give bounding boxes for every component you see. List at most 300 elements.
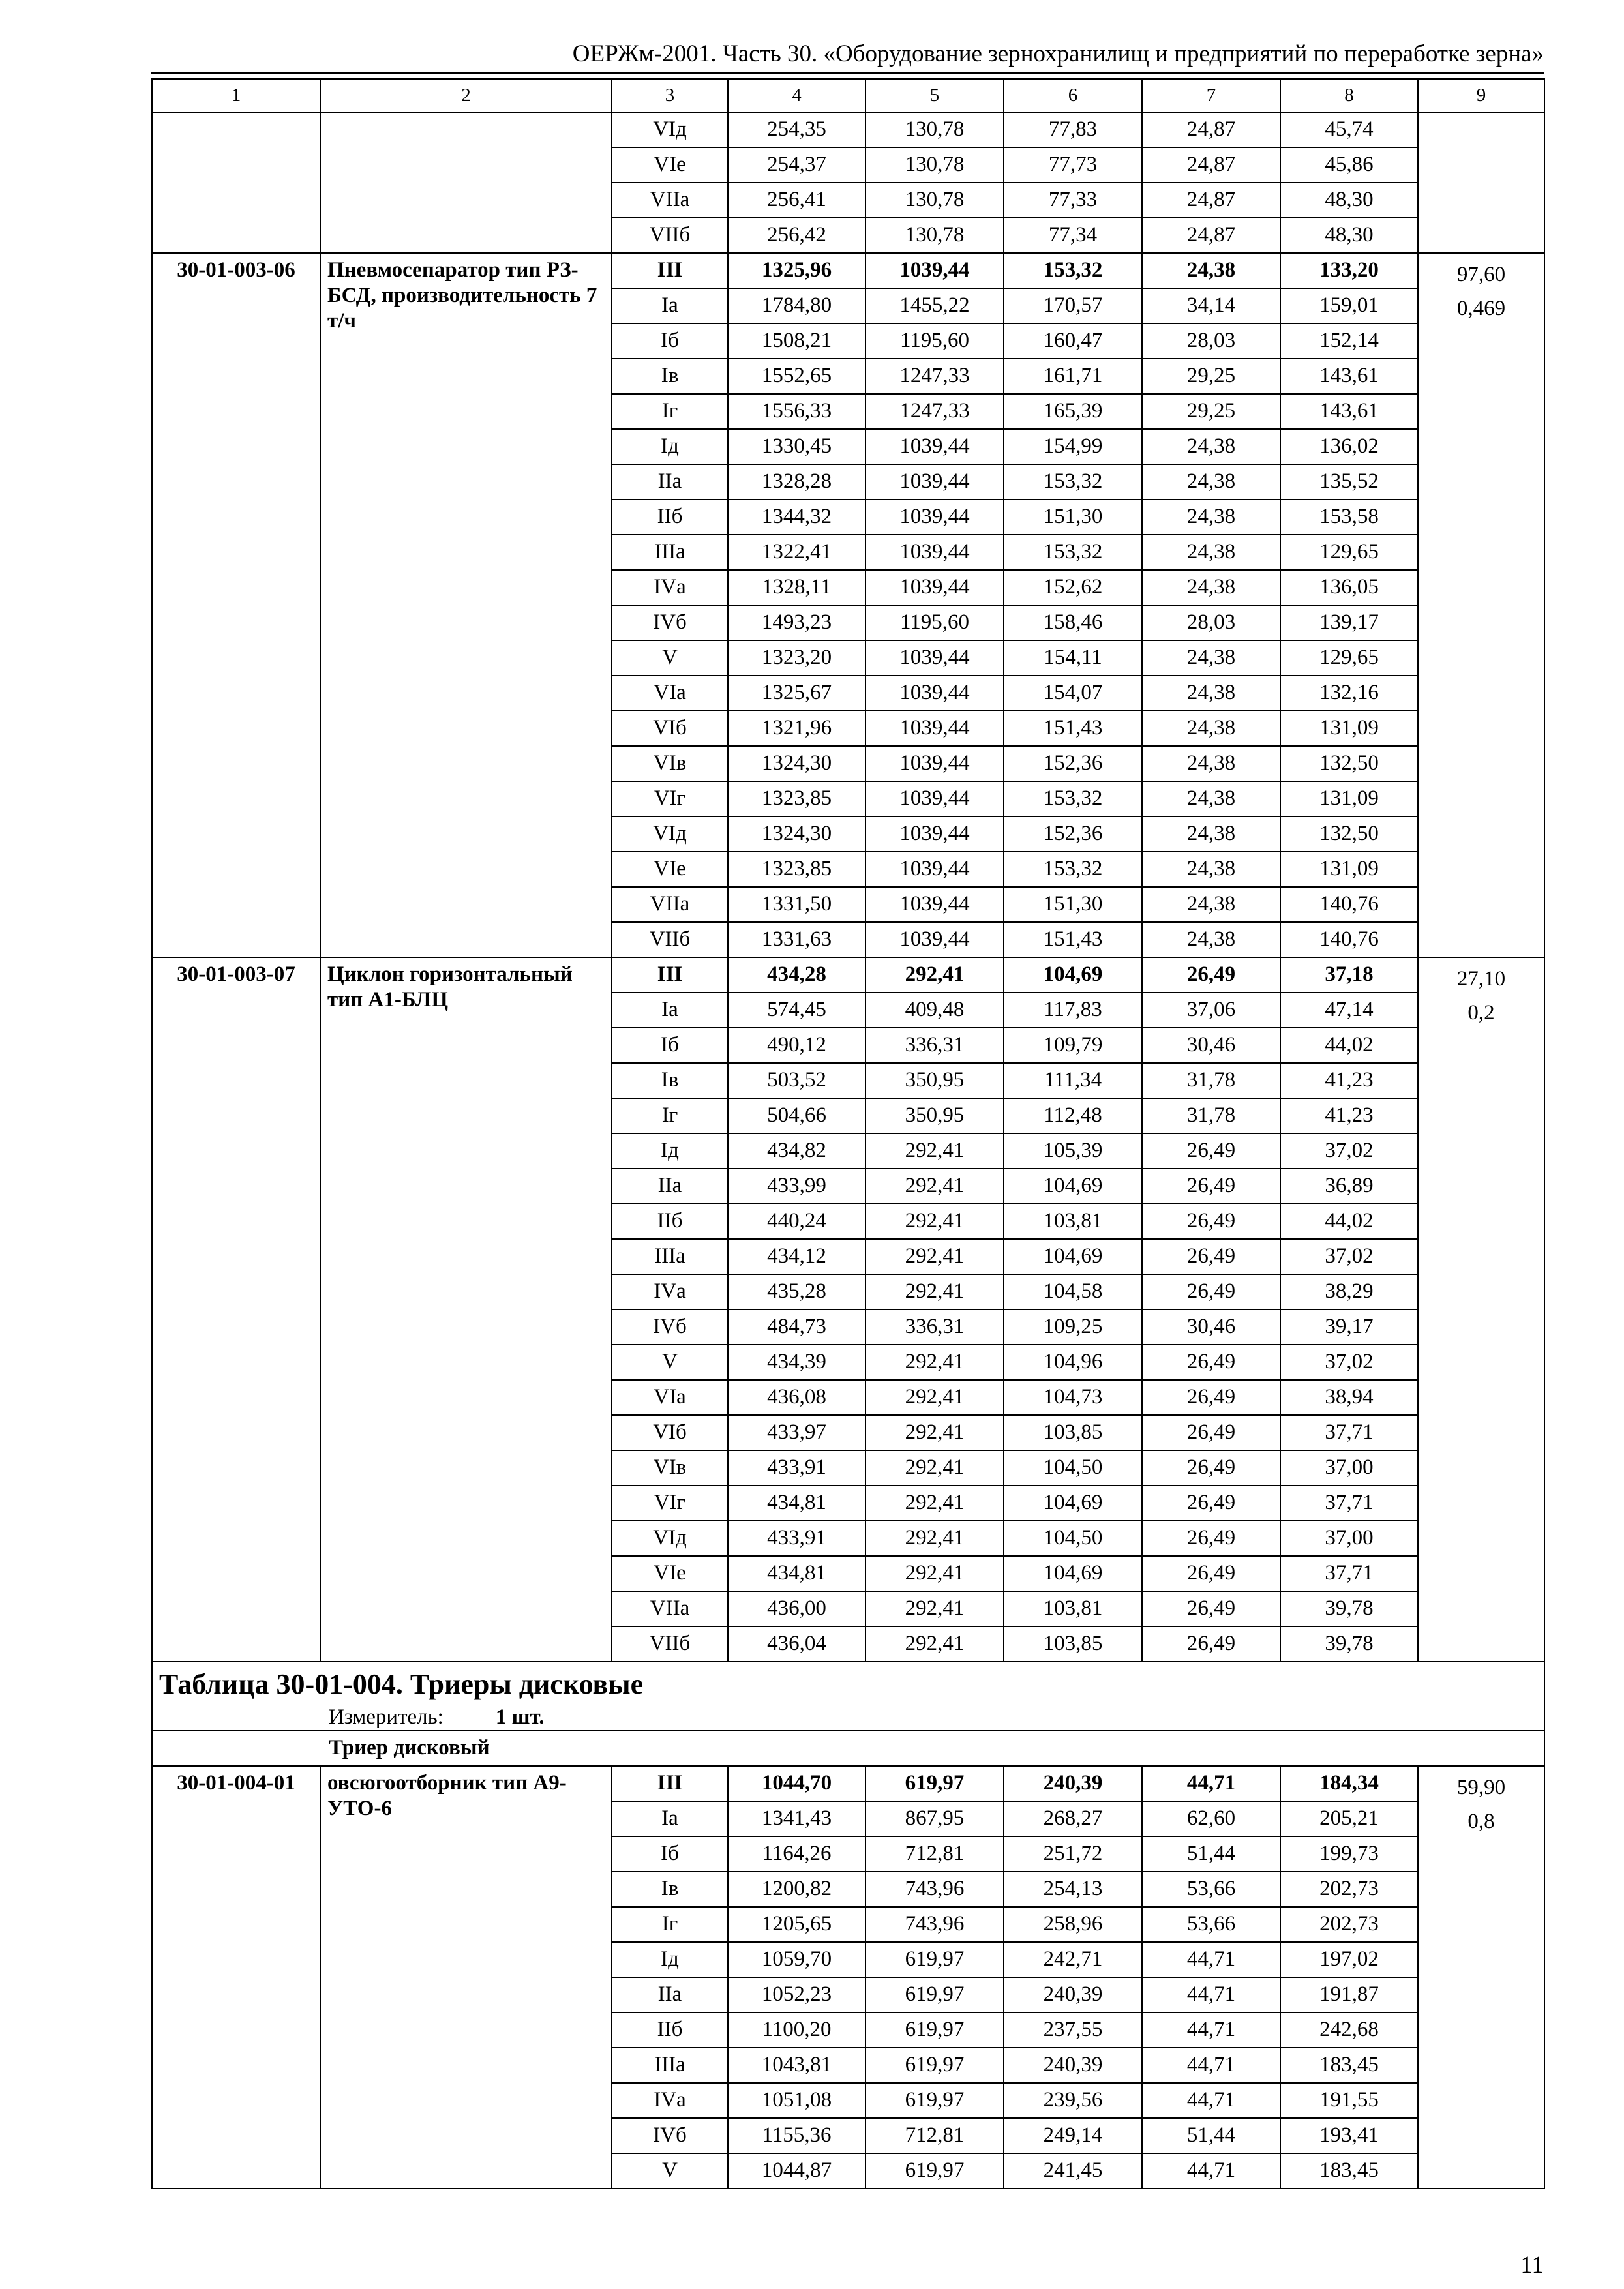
total-cost-cell: 1331,50: [728, 887, 865, 922]
total-cost-cell: 1324,30: [728, 816, 865, 852]
machinist-wages-cell: 24,38: [1142, 640, 1280, 676]
machine-cell: 103,81: [1004, 1591, 1142, 1626]
materials-cell: 36,89: [1280, 1169, 1418, 1204]
wages-cell: 1039,44: [865, 253, 1004, 288]
table-row: [152, 1766, 1544, 1801]
machine-cell: 161,71: [1004, 359, 1142, 394]
machine-cell: 105,39: [1004, 1133, 1142, 1169]
machinist-wages-cell: 26,49: [1142, 1133, 1280, 1169]
materials-cell: 37,02: [1280, 1239, 1418, 1274]
machine-cell: 249,14: [1004, 2118, 1142, 2153]
wages-cell: 292,41: [865, 1345, 1004, 1380]
materials-cell: 129,65: [1280, 640, 1418, 676]
total-cost-cell: 503,52: [728, 1063, 865, 1098]
zone-cell: IIIа: [612, 2048, 728, 2083]
materials-cell: 45,74: [1280, 112, 1418, 147]
wages-cell: 130,78: [865, 218, 1004, 253]
zone-cell: IIб: [612, 2012, 728, 2048]
name-cell: [320, 112, 612, 253]
zone-cell: Iг: [612, 394, 728, 429]
machinist-wages-cell: 24,38: [1142, 429, 1280, 464]
machine-cell: 165,39: [1004, 394, 1142, 429]
wages-cell: 292,41: [865, 1626, 1004, 1662]
zone-cell: Iб: [612, 323, 728, 359]
machinist-wages-cell: 26,49: [1142, 957, 1280, 993]
total-cost-cell: 254,37: [728, 147, 865, 183]
wages-cell: 1039,44: [865, 746, 1004, 781]
machinist-wages-cell: 24,38: [1142, 746, 1280, 781]
machinist-wages-cell: 62,60: [1142, 1801, 1280, 1836]
zone-cell: IIIа: [612, 1239, 728, 1274]
materials-cell: 37,02: [1280, 1345, 1418, 1380]
wages-cell: 1039,44: [865, 781, 1004, 816]
machine-cell: 103,85: [1004, 1415, 1142, 1450]
name-cell: Циклон горизонтальный тип А1-БЛЦ: [320, 957, 612, 1662]
wages-cell: 619,97: [865, 2153, 1004, 2189]
machinist-wages-cell: 24,87: [1142, 147, 1280, 183]
wages-cell: 743,96: [865, 1872, 1004, 1907]
materials-cell: 37,00: [1280, 1450, 1418, 1486]
zone-cell: VIб: [612, 711, 728, 746]
wages-cell: 619,97: [865, 1942, 1004, 1977]
section-title-row: [152, 1662, 1544, 1731]
materials-cell: 143,61: [1280, 359, 1418, 394]
machine-cell: 77,33: [1004, 183, 1142, 218]
wages-cell: 743,96: [865, 1907, 1004, 1942]
machine-cell: 268,27: [1004, 1801, 1142, 1836]
machinist-wages-cell: 26,49: [1142, 1204, 1280, 1239]
materials-cell: 133,20: [1280, 253, 1418, 288]
zone-cell: IIб: [612, 1204, 728, 1239]
wages-cell: 336,31: [865, 1028, 1004, 1063]
materials-cell: 48,30: [1280, 218, 1418, 253]
machinist-wages-cell: 37,06: [1142, 993, 1280, 1028]
machinist-wages-cell: 44,71: [1142, 2153, 1280, 2189]
wages-cell: 292,41: [865, 1591, 1004, 1626]
wages-cell: 1039,44: [865, 640, 1004, 676]
total-cost-cell: 1493,23: [728, 605, 865, 640]
machine-cell: 104,50: [1004, 1450, 1142, 1486]
zone-cell: VIд: [612, 816, 728, 852]
total-cost-cell: 490,12: [728, 1028, 865, 1063]
machinist-wages-cell: 24,38: [1142, 253, 1280, 288]
total-cost-cell: 433,97: [728, 1415, 865, 1450]
machine-cell: 152,62: [1004, 570, 1142, 605]
wages-cell: 712,81: [865, 1836, 1004, 1872]
wages-cell: 1039,44: [865, 711, 1004, 746]
total-cost-cell: 1323,20: [728, 640, 865, 676]
measure-value: 1 шт.: [495, 1705, 545, 1729]
materials-cell: 41,23: [1280, 1063, 1418, 1098]
machinist-wages-cell: 24,38: [1142, 852, 1280, 887]
zone-cell: VIе: [612, 147, 728, 183]
zone-cell: VIг: [612, 781, 728, 816]
materials-cell: 41,23: [1280, 1098, 1418, 1133]
materials-cell: 202,73: [1280, 1907, 1418, 1942]
total-cost-cell: 1052,23: [728, 1977, 865, 2012]
zone-cell: Iг: [612, 1098, 728, 1133]
wages-cell: 619,97: [865, 2083, 1004, 2118]
code-cell: 30-01-004-01: [152, 1766, 320, 2189]
total-cost-cell: 434,82: [728, 1133, 865, 1169]
total-cost-cell: 1164,26: [728, 1836, 865, 1872]
wages-cell: 292,41: [865, 1556, 1004, 1591]
wages-cell: 712,81: [865, 2118, 1004, 2153]
mass-value: 59,90: [1456, 1776, 1506, 1799]
wages-cell: 292,41: [865, 1486, 1004, 1521]
machine-cell: 152,36: [1004, 816, 1142, 852]
zone-cell: IVа: [612, 570, 728, 605]
zone-cell: VIа: [612, 676, 728, 711]
materials-cell: 44,02: [1280, 1204, 1418, 1239]
mass-cell: [1418, 253, 1544, 957]
machinist-wages-cell: 26,49: [1142, 1556, 1280, 1591]
materials-cell: 129,65: [1280, 535, 1418, 570]
wages-cell: 1039,44: [865, 535, 1004, 570]
machinist-wages-cell: 53,66: [1142, 1907, 1280, 1942]
machine-cell: 151,30: [1004, 500, 1142, 535]
total-cost-cell: 1330,45: [728, 429, 865, 464]
machine-cell: 112,48: [1004, 1098, 1142, 1133]
zone-cell: VIа: [612, 1380, 728, 1415]
column-number: 2: [320, 79, 612, 112]
zone-cell: VIе: [612, 1556, 728, 1591]
machine-cell: 237,55: [1004, 2012, 1142, 2048]
column-number: 8: [1280, 79, 1418, 112]
machine-cell: 103,85: [1004, 1626, 1142, 1662]
machine-cell: 153,32: [1004, 464, 1142, 500]
total-cost-cell: 1044,87: [728, 2153, 865, 2189]
wages-cell: 1039,44: [865, 500, 1004, 535]
machinist-wages-cell: 31,78: [1142, 1098, 1280, 1133]
materials-cell: 39,78: [1280, 1591, 1418, 1626]
zone-cell: IIб: [612, 500, 728, 535]
materials-cell: 37,18: [1280, 957, 1418, 993]
mass-cell: [1418, 112, 1544, 253]
wages-cell: 292,41: [865, 1415, 1004, 1450]
machinist-wages-cell: 26,49: [1142, 1521, 1280, 1556]
machine-cell: 254,13: [1004, 1872, 1142, 1907]
measure-label: Измеритель:: [329, 1705, 444, 1729]
machinist-wages-cell: 26,49: [1142, 1345, 1280, 1380]
total-cost-cell: 435,28: [728, 1274, 865, 1309]
total-cost-cell: 1341,43: [728, 1801, 865, 1836]
zone-cell: V: [612, 640, 728, 676]
zone-cell: III: [612, 253, 728, 288]
materials-cell: 37,71: [1280, 1415, 1418, 1450]
column-number-row: [152, 79, 1544, 112]
section-subtitle: Триер дисковый: [152, 1731, 1544, 1766]
total-cost-cell: 433,91: [728, 1521, 865, 1556]
machinist-wages-cell: 24,87: [1142, 183, 1280, 218]
machine-cell: 152,36: [1004, 746, 1142, 781]
materials-cell: 37,71: [1280, 1556, 1418, 1591]
total-cost-cell: 1323,85: [728, 781, 865, 816]
zone-cell: IVб: [612, 605, 728, 640]
machinist-wages-cell: 24,38: [1142, 922, 1280, 957]
wages-cell: 292,41: [865, 957, 1004, 993]
machine-cell: 151,43: [1004, 922, 1142, 957]
total-cost-cell: 434,81: [728, 1556, 865, 1591]
labor-value: 0,2: [1467, 1001, 1495, 1025]
total-cost-cell: 1044,70: [728, 1766, 865, 1801]
mass-value: 97,60: [1456, 263, 1506, 286]
machinist-wages-cell: 24,38: [1142, 464, 1280, 500]
wages-cell: 292,41: [865, 1274, 1004, 1309]
materials-cell: 132,50: [1280, 746, 1418, 781]
wages-cell: 350,95: [865, 1098, 1004, 1133]
wages-cell: 1039,44: [865, 852, 1004, 887]
zone-cell: VIв: [612, 746, 728, 781]
materials-cell: 143,61: [1280, 394, 1418, 429]
wages-cell: 1039,44: [865, 887, 1004, 922]
zone-cell: IIIа: [612, 535, 728, 570]
materials-cell: 132,16: [1280, 676, 1418, 711]
wages-cell: 350,95: [865, 1063, 1004, 1098]
zone-cell: VIд: [612, 1521, 728, 1556]
total-cost-cell: 1328,11: [728, 570, 865, 605]
machine-cell: 158,46: [1004, 605, 1142, 640]
materials-cell: 135,52: [1280, 464, 1418, 500]
total-cost-cell: 1552,65: [728, 359, 865, 394]
machine-cell: 151,30: [1004, 887, 1142, 922]
machinist-wages-cell: 24,38: [1142, 535, 1280, 570]
section-title: Таблица 30-01-004. Триеры дисковые: [159, 1668, 644, 1700]
code-cell: 30-01-003-06: [152, 253, 320, 957]
machine-cell: 104,69: [1004, 1239, 1142, 1274]
total-cost-cell: 1155,36: [728, 2118, 865, 2153]
machinist-wages-cell: 24,38: [1142, 676, 1280, 711]
wages-cell: 292,41: [865, 1133, 1004, 1169]
machine-cell: 104,58: [1004, 1274, 1142, 1309]
wages-cell: 867,95: [865, 1801, 1004, 1836]
machinist-wages-cell: 29,25: [1142, 394, 1280, 429]
materials-cell: 139,17: [1280, 605, 1418, 640]
machinist-wages-cell: 44,71: [1142, 1766, 1280, 1801]
materials-cell: 44,02: [1280, 1028, 1418, 1063]
materials-cell: 37,71: [1280, 1486, 1418, 1521]
wages-cell: 1195,60: [865, 323, 1004, 359]
total-cost-cell: 434,12: [728, 1239, 865, 1274]
materials-cell: 136,02: [1280, 429, 1418, 464]
total-cost-cell: 1325,67: [728, 676, 865, 711]
machinist-wages-cell: 44,71: [1142, 2048, 1280, 2083]
machinist-wages-cell: 34,14: [1142, 288, 1280, 323]
machine-cell: 104,50: [1004, 1521, 1142, 1556]
column-number: 6: [1004, 79, 1142, 112]
wages-cell: 1039,44: [865, 816, 1004, 852]
zone-cell: V: [612, 1345, 728, 1380]
materials-cell: 39,17: [1280, 1309, 1418, 1345]
column-number: 4: [728, 79, 865, 112]
code-cell: [152, 112, 320, 253]
machine-cell: 117,83: [1004, 993, 1142, 1028]
machine-cell: 170,57: [1004, 288, 1142, 323]
materials-cell: 38,94: [1280, 1380, 1418, 1415]
machinist-wages-cell: 28,03: [1142, 323, 1280, 359]
materials-cell: 37,00: [1280, 1521, 1418, 1556]
machinist-wages-cell: 24,87: [1142, 218, 1280, 253]
zone-cell: IVб: [612, 1309, 728, 1345]
zone-cell: VIг: [612, 1486, 728, 1521]
zone-cell: V: [612, 2153, 728, 2189]
table-row: [152, 112, 1544, 147]
labor-value: 0,469: [1456, 297, 1506, 320]
machine-cell: 109,79: [1004, 1028, 1142, 1063]
total-cost-cell: 1325,96: [728, 253, 865, 288]
machine-cell: 77,73: [1004, 147, 1142, 183]
materials-cell: 197,02: [1280, 1942, 1418, 1977]
zone-cell: Iб: [612, 1836, 728, 1872]
wages-cell: 292,41: [865, 1239, 1004, 1274]
total-cost-cell: 1328,28: [728, 464, 865, 500]
machine-cell: 160,47: [1004, 323, 1142, 359]
total-cost-cell: 484,73: [728, 1309, 865, 1345]
total-cost-cell: 1051,08: [728, 2083, 865, 2118]
materials-cell: 184,34: [1280, 1766, 1418, 1801]
machinist-wages-cell: 26,49: [1142, 1169, 1280, 1204]
zone-cell: III: [612, 957, 728, 993]
machine-cell: 104,73: [1004, 1380, 1142, 1415]
total-cost-cell: 1344,32: [728, 500, 865, 535]
total-cost-cell: 1324,30: [728, 746, 865, 781]
section-title-cell: [152, 1662, 1544, 1731]
machinist-wages-cell: 26,49: [1142, 1380, 1280, 1415]
machine-cell: 154,11: [1004, 640, 1142, 676]
zone-cell: VIв: [612, 1450, 728, 1486]
zone-cell: IIа: [612, 464, 728, 500]
materials-cell: 205,21: [1280, 1801, 1418, 1836]
materials-cell: 193,41: [1280, 2118, 1418, 2153]
machine-cell: 111,34: [1004, 1063, 1142, 1098]
machinist-wages-cell: 51,44: [1142, 2118, 1280, 2153]
mass-value: 27,10: [1456, 967, 1506, 991]
machine-cell: 153,32: [1004, 535, 1142, 570]
wages-cell: 619,97: [865, 2012, 1004, 2048]
total-cost-cell: 433,99: [728, 1169, 865, 1204]
machine-cell: 240,39: [1004, 2048, 1142, 2083]
materials-cell: 132,50: [1280, 816, 1418, 852]
machinist-wages-cell: 28,03: [1142, 605, 1280, 640]
machine-cell: 109,25: [1004, 1309, 1142, 1345]
zone-cell: Iд: [612, 1942, 728, 1977]
machine-cell: 241,45: [1004, 2153, 1142, 2189]
machinist-wages-cell: 26,49: [1142, 1591, 1280, 1626]
code-cell: 30-01-003-07: [152, 957, 320, 1662]
total-cost-cell: 504,66: [728, 1098, 865, 1133]
machinist-wages-cell: 44,71: [1142, 1942, 1280, 1977]
machine-cell: 104,69: [1004, 957, 1142, 993]
zone-cell: Iа: [612, 993, 728, 1028]
total-cost-cell: 1200,82: [728, 1872, 865, 1907]
zone-cell: Iг: [612, 1907, 728, 1942]
total-cost-cell: 436,04: [728, 1626, 865, 1662]
wages-cell: 1247,33: [865, 394, 1004, 429]
column-number: 7: [1142, 79, 1280, 112]
zone-cell: VIIа: [612, 1591, 728, 1626]
materials-cell: 152,14: [1280, 323, 1418, 359]
machinist-wages-cell: 24,38: [1142, 570, 1280, 605]
total-cost-cell: 1059,70: [728, 1942, 865, 1977]
machine-cell: 153,32: [1004, 781, 1142, 816]
materials-cell: 202,73: [1280, 1872, 1418, 1907]
machine-cell: 151,43: [1004, 711, 1142, 746]
zone-cell: Iв: [612, 1872, 728, 1907]
machine-cell: 104,69: [1004, 1486, 1142, 1521]
zone-cell: Iв: [612, 1063, 728, 1098]
wages-cell: 292,41: [865, 1380, 1004, 1415]
materials-cell: 242,68: [1280, 2012, 1418, 2048]
materials-cell: 153,58: [1280, 500, 1418, 535]
machine-cell: 153,32: [1004, 852, 1142, 887]
total-cost-cell: 256,42: [728, 218, 865, 253]
machinist-wages-cell: 26,49: [1142, 1626, 1280, 1662]
machinist-wages-cell: 24,87: [1142, 112, 1280, 147]
wages-cell: 292,41: [865, 1450, 1004, 1486]
total-cost-cell: 433,91: [728, 1450, 865, 1486]
zone-cell: Iд: [612, 429, 728, 464]
materials-cell: 159,01: [1280, 288, 1418, 323]
machine-cell: 104,96: [1004, 1345, 1142, 1380]
wages-cell: 409,48: [865, 993, 1004, 1028]
total-cost-cell: 1784,80: [728, 288, 865, 323]
machine-cell: 251,72: [1004, 1836, 1142, 1872]
machine-cell: 104,69: [1004, 1169, 1142, 1204]
total-cost-cell: 1556,33: [728, 394, 865, 429]
wages-cell: 619,97: [865, 1766, 1004, 1801]
materials-cell: 37,02: [1280, 1133, 1418, 1169]
total-cost-cell: 256,41: [728, 183, 865, 218]
machine-cell: 242,71: [1004, 1942, 1142, 1977]
wages-cell: 292,41: [865, 1169, 1004, 1204]
machinist-wages-cell: 24,38: [1142, 500, 1280, 535]
labor-value: 0,8: [1467, 1810, 1495, 1833]
machinist-wages-cell: 44,71: [1142, 2012, 1280, 2048]
total-cost-cell: 1323,85: [728, 852, 865, 887]
rates-table: [151, 78, 1545, 2189]
machine-cell: 258,96: [1004, 1907, 1142, 1942]
zone-cell: VIIа: [612, 887, 728, 922]
machinist-wages-cell: 24,38: [1142, 781, 1280, 816]
materials-cell: 131,09: [1280, 852, 1418, 887]
header-rule: [151, 72, 1544, 74]
materials-cell: 199,73: [1280, 1836, 1418, 1872]
wages-cell: 619,97: [865, 2048, 1004, 2083]
zone-cell: IIа: [612, 1169, 728, 1204]
materials-cell: 183,45: [1280, 2048, 1418, 2083]
machinist-wages-cell: 24,38: [1142, 711, 1280, 746]
zone-cell: VIIб: [612, 922, 728, 957]
materials-cell: 131,09: [1280, 781, 1418, 816]
table-row: [152, 957, 1544, 993]
materials-cell: 183,45: [1280, 2153, 1418, 2189]
materials-cell: 47,14: [1280, 993, 1418, 1028]
machine-cell: 104,69: [1004, 1556, 1142, 1591]
machine-cell: 153,32: [1004, 253, 1142, 288]
wages-cell: 1039,44: [865, 429, 1004, 464]
machinist-wages-cell: 53,66: [1142, 1872, 1280, 1907]
zone-cell: Iа: [612, 1801, 728, 1836]
machinist-wages-cell: 26,49: [1142, 1486, 1280, 1521]
wages-cell: 619,97: [865, 1977, 1004, 2012]
subtitle-row: [152, 1731, 1544, 1766]
machinist-wages-cell: 26,49: [1142, 1274, 1280, 1309]
total-cost-cell: 434,81: [728, 1486, 865, 1521]
total-cost-cell: 1043,81: [728, 2048, 865, 2083]
total-cost-cell: 1100,20: [728, 2012, 865, 2048]
machine-cell: 240,39: [1004, 1766, 1142, 1801]
wages-cell: 130,78: [865, 112, 1004, 147]
